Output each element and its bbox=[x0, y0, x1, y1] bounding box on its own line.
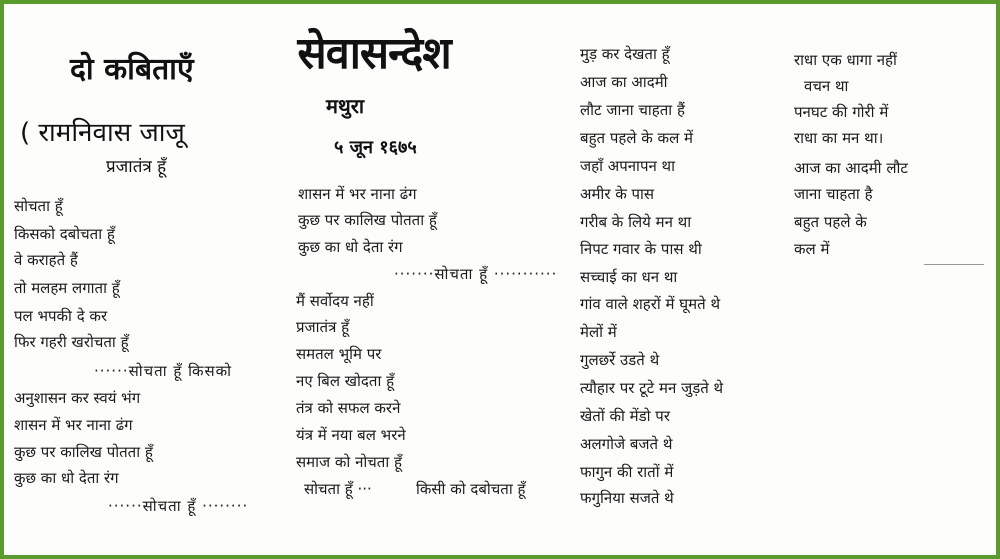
middle-line-10: यंत्र में नया बल भरने bbox=[296, 426, 406, 444]
third-line-5: जहाँ अपनापन था bbox=[580, 157, 676, 175]
third-line-11: मेलों में bbox=[580, 323, 617, 341]
left-line-5: पल भपकी दे कर bbox=[14, 307, 108, 325]
left-line-3: वे कराहते हैं bbox=[14, 251, 78, 269]
poem-collection-title: दो कबिताएँ bbox=[70, 52, 194, 87]
middle-line-7: समतल भूमि पर bbox=[296, 345, 382, 363]
middle-line-12: सोचता हूँ ··· bbox=[304, 480, 372, 498]
author-name: ( रामनिवास जाजू bbox=[20, 118, 185, 148]
third-line-3: लौट जाना चाहता हैं bbox=[580, 101, 685, 119]
middle-line-1: शासन में भर नाना ढंग bbox=[298, 185, 417, 203]
third-line-17: फगुनिया सजते थे bbox=[580, 489, 674, 507]
left-line-9: शासन में भर नाना ढंग bbox=[14, 416, 133, 434]
third-line-16: फागुन की रातों में bbox=[580, 463, 674, 481]
third-line-4: बहुत पहले के कल में bbox=[580, 129, 693, 147]
left-line-8: अनुशासन कर स्वयं भंग bbox=[14, 389, 141, 407]
fourth-line-3: पनघट की गोरी में bbox=[794, 103, 889, 121]
left-line-2: किसको दबोचता हूँ bbox=[14, 225, 115, 243]
left-line-12: ······सोचता हूँ ········ bbox=[108, 497, 249, 515]
third-line-13: त्यौहार पर टूटे मन जुड़ते थे bbox=[580, 379, 724, 397]
middle-line-3: कुछ का धो देता रंग bbox=[298, 238, 403, 256]
middle-line-6: प्रजातंत्र हूँ bbox=[296, 318, 350, 336]
fourth-line-6: जाना चाहता है bbox=[794, 185, 873, 203]
fourth-line-2: वचन था bbox=[804, 77, 849, 95]
left-line-11: कुछ का धो देता रंग bbox=[14, 469, 119, 487]
middle-line-9: तंत्र को सफल करने bbox=[296, 399, 401, 417]
third-line-15: अलगोजे बजते थे bbox=[580, 435, 673, 453]
fourth-line-5: आज का आदमी लौट bbox=[794, 159, 908, 177]
middle-line-11: समाज को नोचता हूँ bbox=[296, 453, 402, 471]
left-line-7: ······सोचता हूँ किसको bbox=[94, 362, 233, 380]
masthead-date: ५ जून १६७५ bbox=[334, 137, 417, 158]
fourth-line-7: बहुत पहले के bbox=[794, 213, 867, 231]
third-line-6: अमीर के पास bbox=[580, 185, 655, 203]
newspaper-masthead: सेवासन्देश bbox=[297, 28, 451, 79]
third-line-2: आज का आदमी bbox=[580, 73, 668, 91]
third-line-9: सच्चाई का धन था bbox=[580, 268, 678, 286]
middle-line-2: कुछ पर कालिख पोतता हूँ bbox=[298, 211, 437, 229]
fourth-line-8: कल में bbox=[794, 240, 830, 258]
third-line-12: गुलछर्रे उडते थे bbox=[580, 351, 660, 369]
middle-line-13: किसी को दबोचता हूँ bbox=[416, 480, 526, 498]
middle-line-5: मैं सर्वोदय नहीं bbox=[296, 292, 374, 310]
middle-line-4: ·······सोचता हूँ ··········· bbox=[394, 265, 558, 283]
third-line-14: खेतों की मेंडो पर bbox=[580, 407, 670, 425]
fourth-line-1: राधा एक धागा नहीं bbox=[794, 51, 897, 69]
third-line-1: मुड़ कर देखता हूँ bbox=[580, 45, 670, 63]
left-line-6: फिर गहरी खरोचता हूँ bbox=[14, 333, 129, 351]
fourth-line-4: राधा का मन था। bbox=[794, 129, 884, 147]
left-line-1: सोचता हूँ bbox=[14, 197, 63, 215]
column-end-rule bbox=[924, 264, 984, 265]
third-line-7: गरीब के लिये मन था bbox=[580, 213, 692, 231]
left-line-4: तो मलहम लगाता हूँ bbox=[14, 279, 120, 297]
masthead-city: मथुरा bbox=[326, 94, 365, 118]
left-line-10: कुछ पर कालिख पोतता हूँ bbox=[14, 443, 153, 461]
third-line-10: गांव वाले शहरों में घूमते थे bbox=[580, 295, 721, 313]
third-line-8: निपट गवार के पास थी bbox=[580, 240, 702, 258]
middle-line-8: नए बिल खोदता हूँ bbox=[296, 372, 395, 390]
poem-title: प्रजातंत्र हूँ bbox=[106, 157, 167, 177]
